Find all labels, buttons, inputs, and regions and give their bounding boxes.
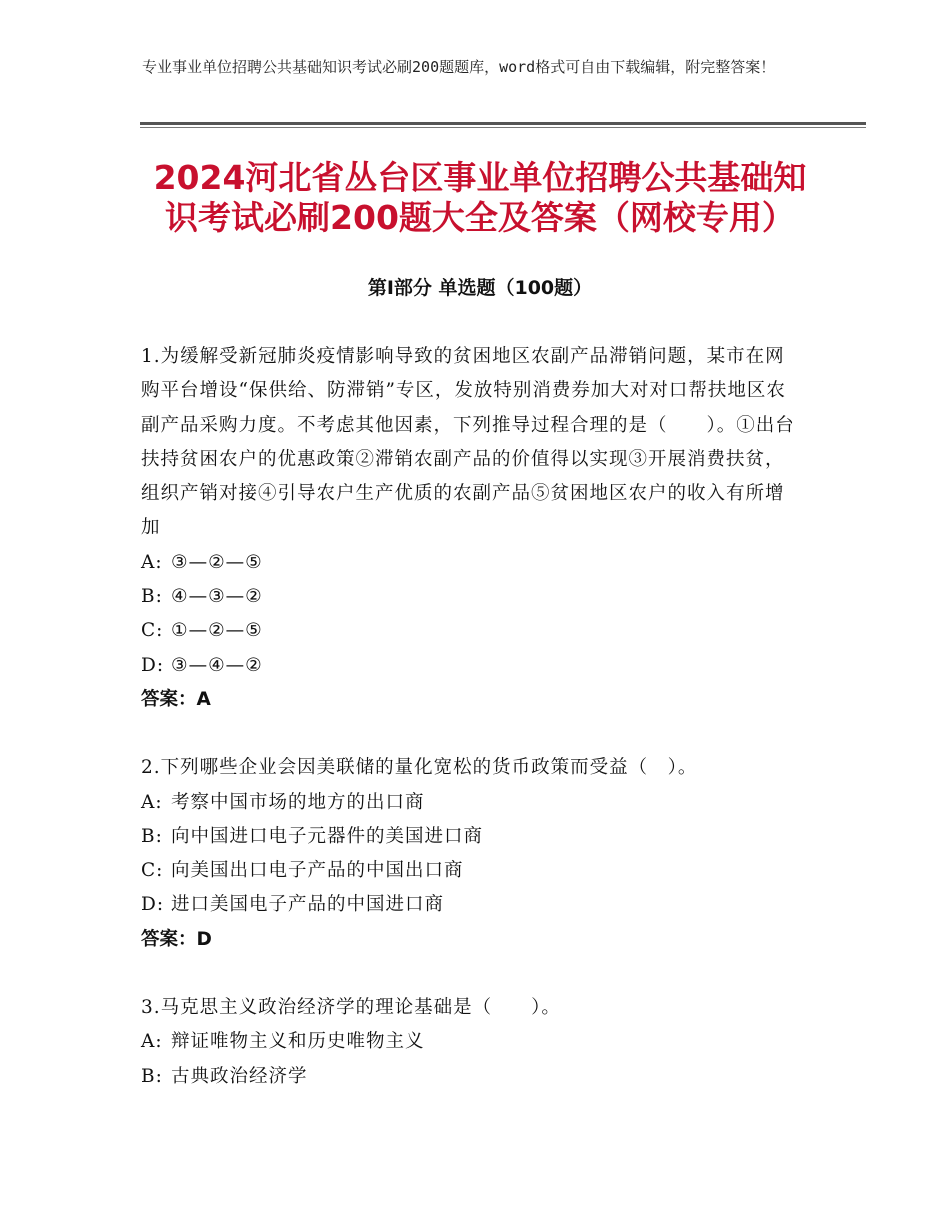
- option-text: 辩证唯物主义和历史唯物主义: [171, 1031, 425, 1053]
- option-letter: A:: [141, 551, 163, 573]
- answer-line: 答案：A: [141, 688, 211, 710]
- option-d: [141, 888, 801, 922]
- option-c: [141, 614, 801, 648]
- option-text: 考察中国市场的地方的出口商: [171, 791, 425, 813]
- option-a: [141, 546, 801, 580]
- question-stem: 2.下列哪些企业会因美联储的量化宽松的货币政策而受益（ ）。: [141, 757, 698, 779]
- option-text: 向中国进口电子元器件的美国进口商: [171, 825, 484, 847]
- question-stem: 3.马克思主义政治经济学的理论基础是（ ）。: [141, 997, 561, 1019]
- option-letter: C:: [141, 860, 164, 882]
- option-text: 进口美国电子产品的中国进口商: [171, 894, 445, 916]
- section-title: 第Ⅰ部分 单选题（100题）: [367, 277, 593, 299]
- option-a: [141, 786, 801, 820]
- option-a: [141, 1025, 801, 1059]
- option-letter: B:: [141, 586, 163, 608]
- option-letter: D:: [141, 654, 165, 676]
- option-letter: B:: [141, 1065, 163, 1087]
- option-letter: A:: [141, 791, 163, 813]
- option-text: ④—③—②: [171, 586, 263, 608]
- header-divider-thin: [140, 127, 866, 128]
- option-text: ①—②—⑤: [171, 620, 263, 642]
- option-text: ③—②—⑤: [171, 551, 263, 573]
- question-stem: 1.为缓解受新冠肺炎疫情影响导致的贫困地区农副产品滞销问题，某市在网购平台增设“保供给、防滞销”专区，发放特别消费券加大对对口帮扶地区农副产品采购力度。不考虑其他因素，下列推导过程合理的是（ ）。①出台扶持贫困农户的优惠政策②滞销农副产品的价值得以实现③开展消费扶贫，组织产销对接④引导农户生产优质的农副产品⑤贫困地区农户的收入有所增加: [141, 346, 795, 539]
- document-title: 2024河北省丛台区事业单位招聘公共基础知识考试必刷200题大全及答案（网校专用）: [153, 158, 807, 237]
- question-1: [141, 340, 801, 717]
- answer-line: 答案：D: [141, 928, 212, 950]
- question-2: [141, 751, 801, 957]
- option-letter: A:: [141, 1031, 163, 1053]
- option-letter: D:: [141, 894, 165, 916]
- option-b: [141, 1060, 801, 1094]
- question-3: [141, 991, 801, 1094]
- option-c: [141, 854, 801, 888]
- option-text: 向美国出口电子产品的中国出口商: [171, 860, 464, 882]
- option-b: [141, 820, 801, 854]
- option-text: ③—④—②: [171, 654, 263, 676]
- option-text: 古典政治经济学: [171, 1065, 308, 1087]
- option-letter: C:: [141, 620, 164, 642]
- header-note: 专业事业单位招聘公共基础知识考试必刷200题题库，word格式可自由下载编辑，附完整答案！: [142, 58, 776, 76]
- option-b: [141, 580, 801, 614]
- question-list: [141, 340, 801, 1128]
- header-divider-thick: [140, 122, 866, 125]
- option-d: [141, 649, 801, 683]
- option-letter: B:: [141, 825, 163, 847]
